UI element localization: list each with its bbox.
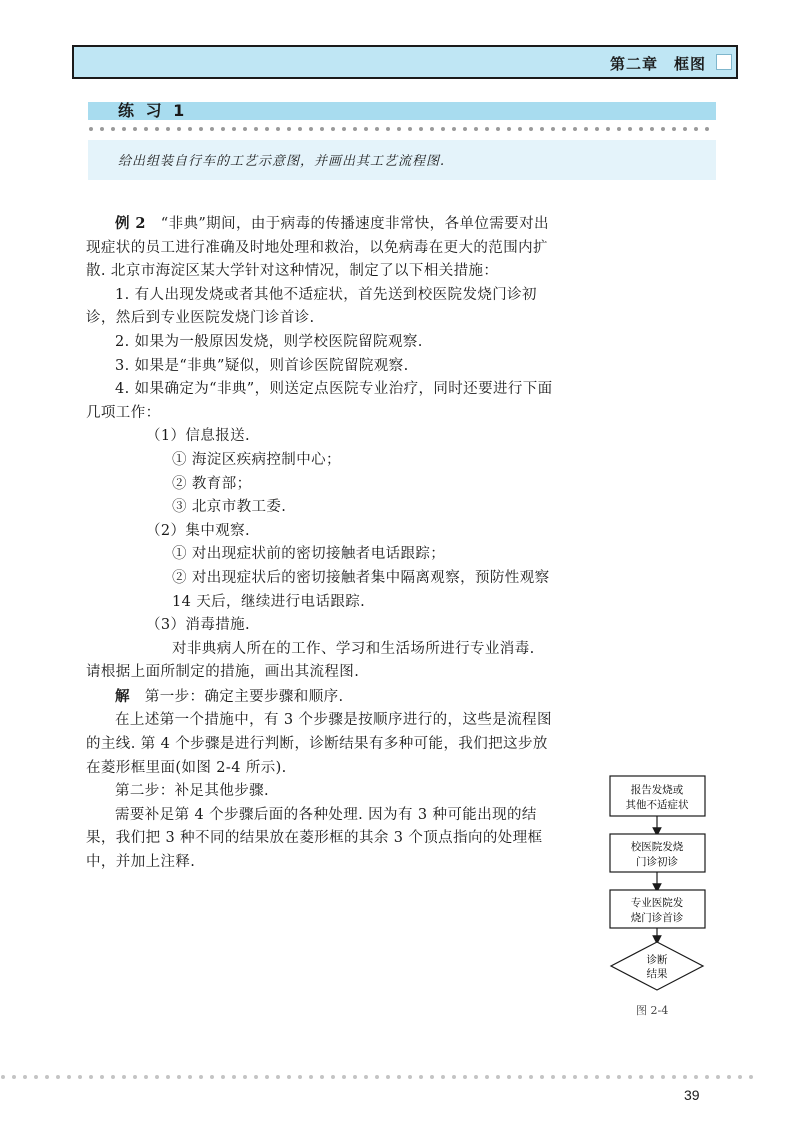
- work-3-text: 对非典病人所在的工作、学习和生活场所进行专业消毒.: [172, 640, 535, 657]
- work-1-item-3: ③ 北京市教工委.: [172, 499, 287, 516]
- solution-step1: [86, 685, 560, 710]
- example-label: 例 2: [115, 215, 146, 232]
- solution-step1-text: 在上述第一个措施中，有 3 个步骤是按顺序进行的，这些是流程图的主线. 第 4 个步骤是进行判断，诊断结果有多种可能，我们把这步放在菱形框里面(如图 2-4 所示).: [86, 712, 552, 776]
- flow-box-report-line2: 其他不适症状: [625, 799, 689, 811]
- dotted-divider-top: [88, 126, 716, 132]
- measure-4: 4. 如果确定为“非典”，则送定点医院专业治疗，同时还要进行下面几项工作：: [86, 381, 553, 421]
- work-2-item-2: ② 对出现症状后的密切接触者集中隔离观察，预防性观察 14 天后，继续进行电话跟踪.: [172, 569, 550, 610]
- solution-step2-text: 需要补足第 4 个步骤后面的各种处理. 因为有 3 种可能出现的结果，我们把 3 种不同的结果放在菱形框的其余 3 个顶点指向的处理框中，并加上注释.: [86, 806, 543, 871]
- solution-label: 解: [115, 687, 130, 705]
- header-square-decoration: [716, 54, 732, 70]
- measure-2: 2. 如果为一般原因发烧，则学校医院留院观察.: [115, 333, 423, 350]
- solution-step1-title: 第一步：确定主要步骤和顺序.: [144, 688, 344, 705]
- work-1-item-1: ① 海淀区疾病控制中心；: [172, 451, 341, 468]
- chapter-header-bar: [72, 45, 738, 79]
- work-2-item-1: ① 对出现症状前的密切接触者电话跟踪；: [172, 546, 446, 563]
- flow-diamond-line2: 结果: [646, 968, 668, 980]
- exercise-text: 给出组装自行车的工艺示意图，并画出其工艺流程图.: [118, 154, 446, 169]
- work-1-item-2: ② 教育部；: [172, 475, 252, 492]
- exercise-title: 练 习 1: [118, 101, 188, 120]
- body-text: [86, 212, 560, 875]
- page-number: 39: [684, 1087, 700, 1103]
- solution-step2-title: 第二步：补足其他步骤.: [115, 783, 270, 800]
- example-intro: “非典”期间，由于病毒的传播速度非常快，各单位需要对出现症状的员工进行准确及时地处理和救治，以免病毒在更大的范围内扩散. 北京市海淀区某大学针对这种情况，制定了以下相关措施：: [86, 216, 549, 280]
- flow-box-hospital-line1: 专业医院发: [630, 897, 684, 909]
- measure-1: 1. 有人出现发烧或者其他不适症状，首先送到校医院发烧门诊初诊，然后到专业医院发烧门诊首诊.: [86, 286, 537, 327]
- chapter-title: 第二章 框图: [609, 55, 706, 73]
- flow-box-school-line2: 门诊初诊: [636, 856, 678, 868]
- work-2-title: （2）集中观察.: [146, 522, 251, 539]
- work-1-title: （1）信息报送.: [146, 428, 251, 445]
- work-3-title: （3）消毒措施.: [146, 617, 251, 634]
- flow-diamond-line1: 诊断: [646, 954, 668, 966]
- question-text: 请根据上面所制定的措施，画出其流程图.: [86, 664, 360, 681]
- dotted-divider-bottom: [0, 1074, 760, 1080]
- flow-box-hospital-line2: 烧门诊首诊: [630, 912, 684, 924]
- flow-diamond-diagnosis: [611, 942, 703, 990]
- measure-3: 3. 如果是“非典”疑似，则首诊医院留院观察.: [115, 357, 409, 374]
- exercise-box: [88, 140, 716, 180]
- flow-box-school-line1: 校医院发烧: [630, 841, 684, 853]
- flowchart-figure: [600, 770, 730, 1020]
- example-paragraph: [86, 212, 560, 284]
- figure-caption: 图 2-4: [636, 1004, 669, 1017]
- flow-box-report-line1: 报告发烧或: [630, 784, 684, 796]
